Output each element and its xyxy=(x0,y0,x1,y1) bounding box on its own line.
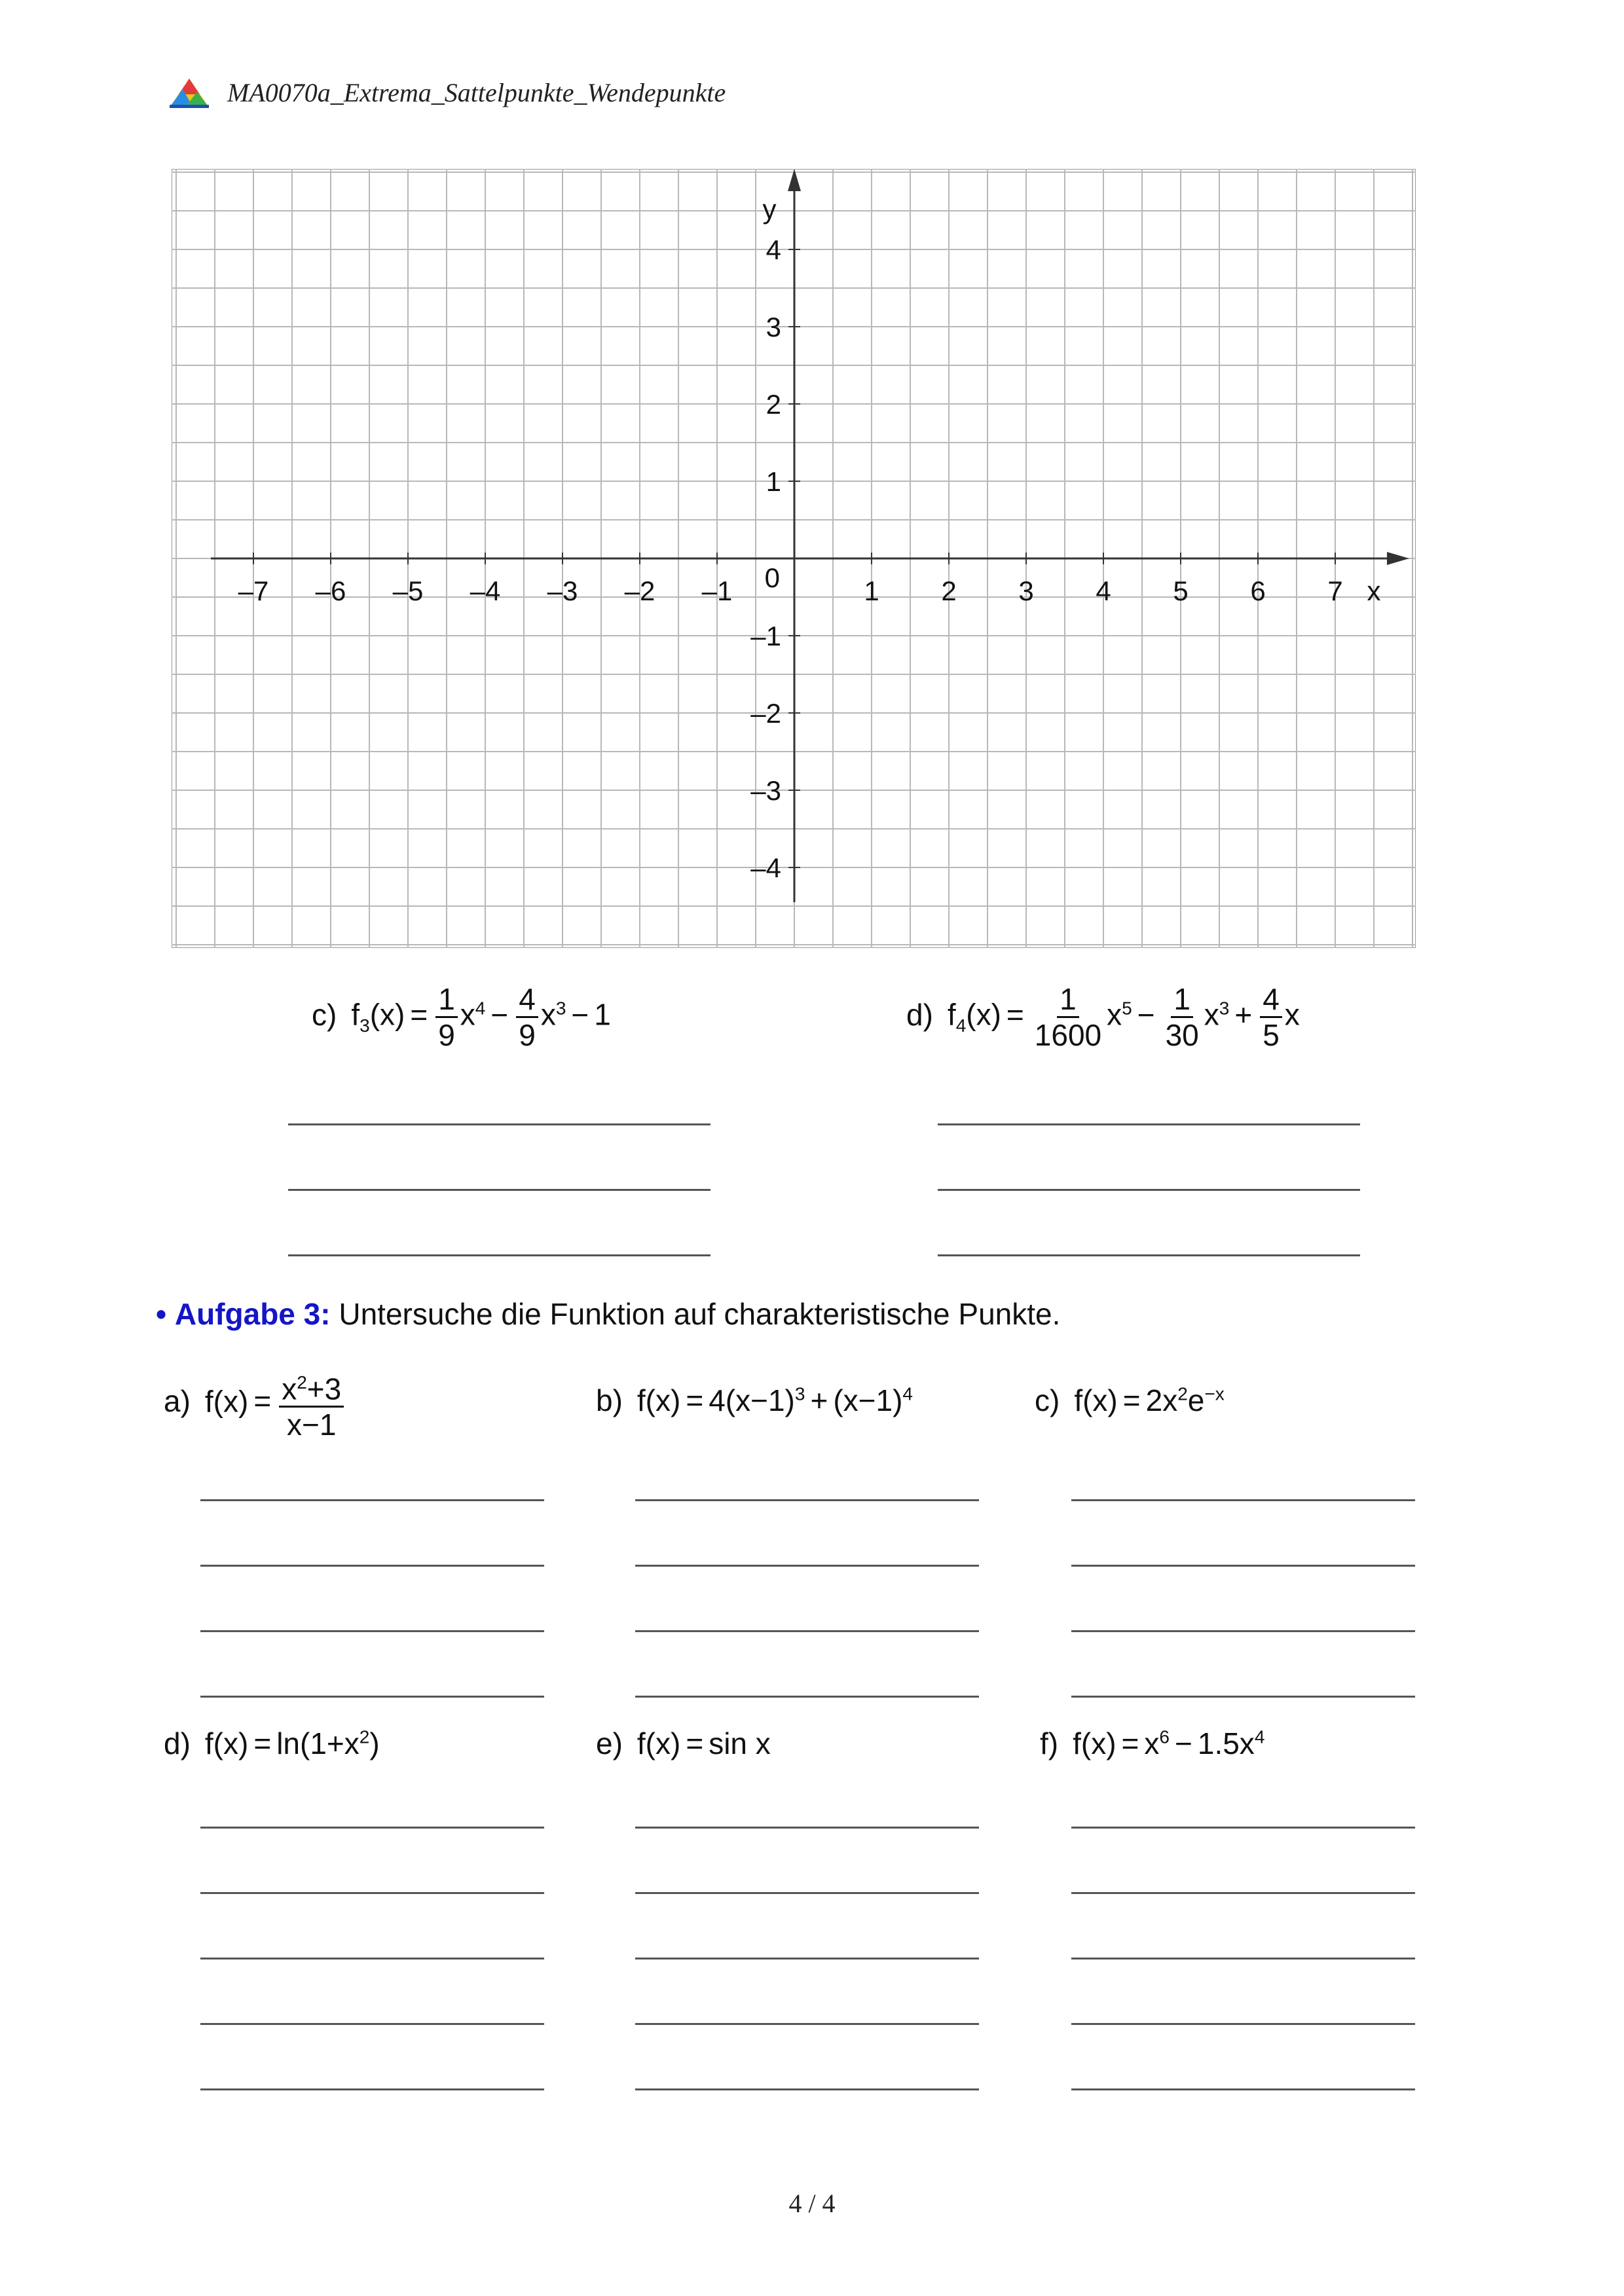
x-axis-label: x xyxy=(1367,575,1381,606)
task-label: Aufgabe 3: xyxy=(174,1297,331,1331)
axes xyxy=(211,169,1409,902)
fraction: $\frac{1}{9}$ xyxy=(435,982,458,1052)
answer-line[interactable] xyxy=(200,1958,544,1959)
fraction: $\frac{1}{30}$ xyxy=(1165,982,1199,1052)
x-tick-label: –5 xyxy=(392,575,424,606)
task-3e: e) f(x) = sin x xyxy=(596,1726,771,1760)
x-tick-label: 6 xyxy=(1250,575,1266,606)
answer-line[interactable] xyxy=(1071,2088,1415,2090)
task-3b: b) $f(x) = 4(x-1)^3 + (x-1)^4$ xyxy=(596,1383,913,1417)
x-tick-label: 1 xyxy=(864,575,879,606)
y-tick-label: 1 xyxy=(766,466,781,497)
y-tick-label: –1 xyxy=(750,621,781,651)
fraction: $\frac{4}{9}$ xyxy=(516,982,538,1052)
coordinate-grid xyxy=(172,169,1416,948)
answer-line[interactable] xyxy=(635,1892,979,1894)
answer-line[interactable] xyxy=(200,1565,544,1567)
x-tick-label: 5 xyxy=(1173,575,1189,606)
answer-line[interactable] xyxy=(1071,1827,1415,1829)
answer-line[interactable] xyxy=(1071,1565,1415,1567)
answer-line[interactable] xyxy=(1071,1958,1415,1959)
document-title: MA0070a_Extrema_Sattelpunkte_Wendepunkte xyxy=(227,78,726,107)
x-tick-label: –6 xyxy=(315,575,346,606)
origin-label: 0 xyxy=(764,562,780,593)
x-tick-label: 3 xyxy=(1018,575,1034,606)
fraction: $\frac{x^2+3}{x-1}$ xyxy=(279,1366,344,1442)
answer-line[interactable] xyxy=(288,1123,710,1125)
tick-labels xyxy=(238,194,1381,883)
x-axis-arrow xyxy=(1387,552,1409,565)
answer-line[interactable] xyxy=(635,1696,979,1698)
x-tick-label: –4 xyxy=(470,575,501,606)
answer-line[interactable] xyxy=(200,1827,544,1829)
answer-line[interactable] xyxy=(1071,1696,1415,1698)
x-tick-label: –7 xyxy=(238,575,269,606)
answer-line[interactable] xyxy=(200,2088,544,2090)
answer-line[interactable] xyxy=(938,1123,1360,1125)
y-tick-label: 2 xyxy=(766,389,781,420)
answer-line[interactable] xyxy=(1071,1499,1415,1501)
answer-line[interactable] xyxy=(1071,1630,1415,1632)
y-tick-label: –2 xyxy=(750,698,781,729)
answer-line[interactable] xyxy=(635,1827,979,1829)
fraction: $\frac{1}{1600}$ xyxy=(1034,982,1102,1052)
task-3d: d) $f(x) = \ln(1+x^2)$ xyxy=(164,1726,380,1760)
x-tick-label: 7 xyxy=(1327,575,1343,606)
answer-line[interactable] xyxy=(200,1892,544,1894)
exercise-2c: c) $f_3(x)$ = $\frac{1}{9}$ $x^4$ − $\frac{4}{9}$ $x^3 - 1$ xyxy=(312,982,611,1052)
answer-line[interactable] xyxy=(635,1958,979,1959)
answer-line[interactable] xyxy=(200,1696,544,1698)
answer-line[interactable] xyxy=(200,1499,544,1501)
x-tick-label: 4 xyxy=(1096,575,1111,606)
answer-line[interactable] xyxy=(938,1189,1360,1191)
y-tick-label: –3 xyxy=(750,775,781,806)
answer-line[interactable] xyxy=(635,1630,979,1632)
task-3f: f) $f(x) = x^6 - 1.5x^4$ xyxy=(1040,1726,1265,1760)
answer-line[interactable] xyxy=(938,1254,1360,1256)
page-number: 4 / 4 xyxy=(788,2189,836,2218)
fraction: $\frac{4}{5}$ xyxy=(1260,982,1282,1052)
colorful-triangle-logo-icon xyxy=(167,77,212,110)
answer-line[interactable] xyxy=(635,2088,979,2090)
task-instruction: Untersuche die Funktion auf charakteristische Punkte. xyxy=(339,1297,1061,1331)
y-tick-label: 3 xyxy=(766,312,781,342)
answer-line[interactable] xyxy=(1071,2023,1415,2025)
task-3a: a) f(x) = $\frac{x^2+3}{x-1}$ xyxy=(164,1366,346,1442)
task-3c: c) $f(x) = 2x^2e^{-x}$ xyxy=(1035,1383,1225,1417)
y-tick-label: –4 xyxy=(750,852,781,883)
x-tick-label: –2 xyxy=(624,575,655,606)
item-label: d) xyxy=(906,997,933,1032)
y-axis-label: y xyxy=(762,194,777,225)
answer-line[interactable] xyxy=(1071,1892,1415,1894)
answer-line[interactable] xyxy=(635,1565,979,1567)
item-label: c) xyxy=(312,997,337,1032)
x-tick-label: 2 xyxy=(941,575,957,606)
x-tick-label: –3 xyxy=(547,575,578,606)
answer-line[interactable] xyxy=(200,2023,544,2025)
x-tick-label: –1 xyxy=(701,575,733,606)
answer-line[interactable] xyxy=(635,2023,979,2025)
answer-line[interactable] xyxy=(200,1630,544,1632)
task-3-heading xyxy=(156,1296,1060,1332)
y-tick-label: 4 xyxy=(766,234,781,265)
answer-line[interactable] xyxy=(288,1254,710,1256)
answer-line[interactable] xyxy=(288,1189,710,1191)
exercise-2d: d) $f_4(x)$ = $\frac{1}{1600}$ $x^5$ − $\frac{1}{30}$ $x^3$ + $\frac{4}{5}$ x xyxy=(906,982,1300,1052)
bullet: • xyxy=(156,1297,167,1331)
answer-line[interactable] xyxy=(635,1499,979,1501)
